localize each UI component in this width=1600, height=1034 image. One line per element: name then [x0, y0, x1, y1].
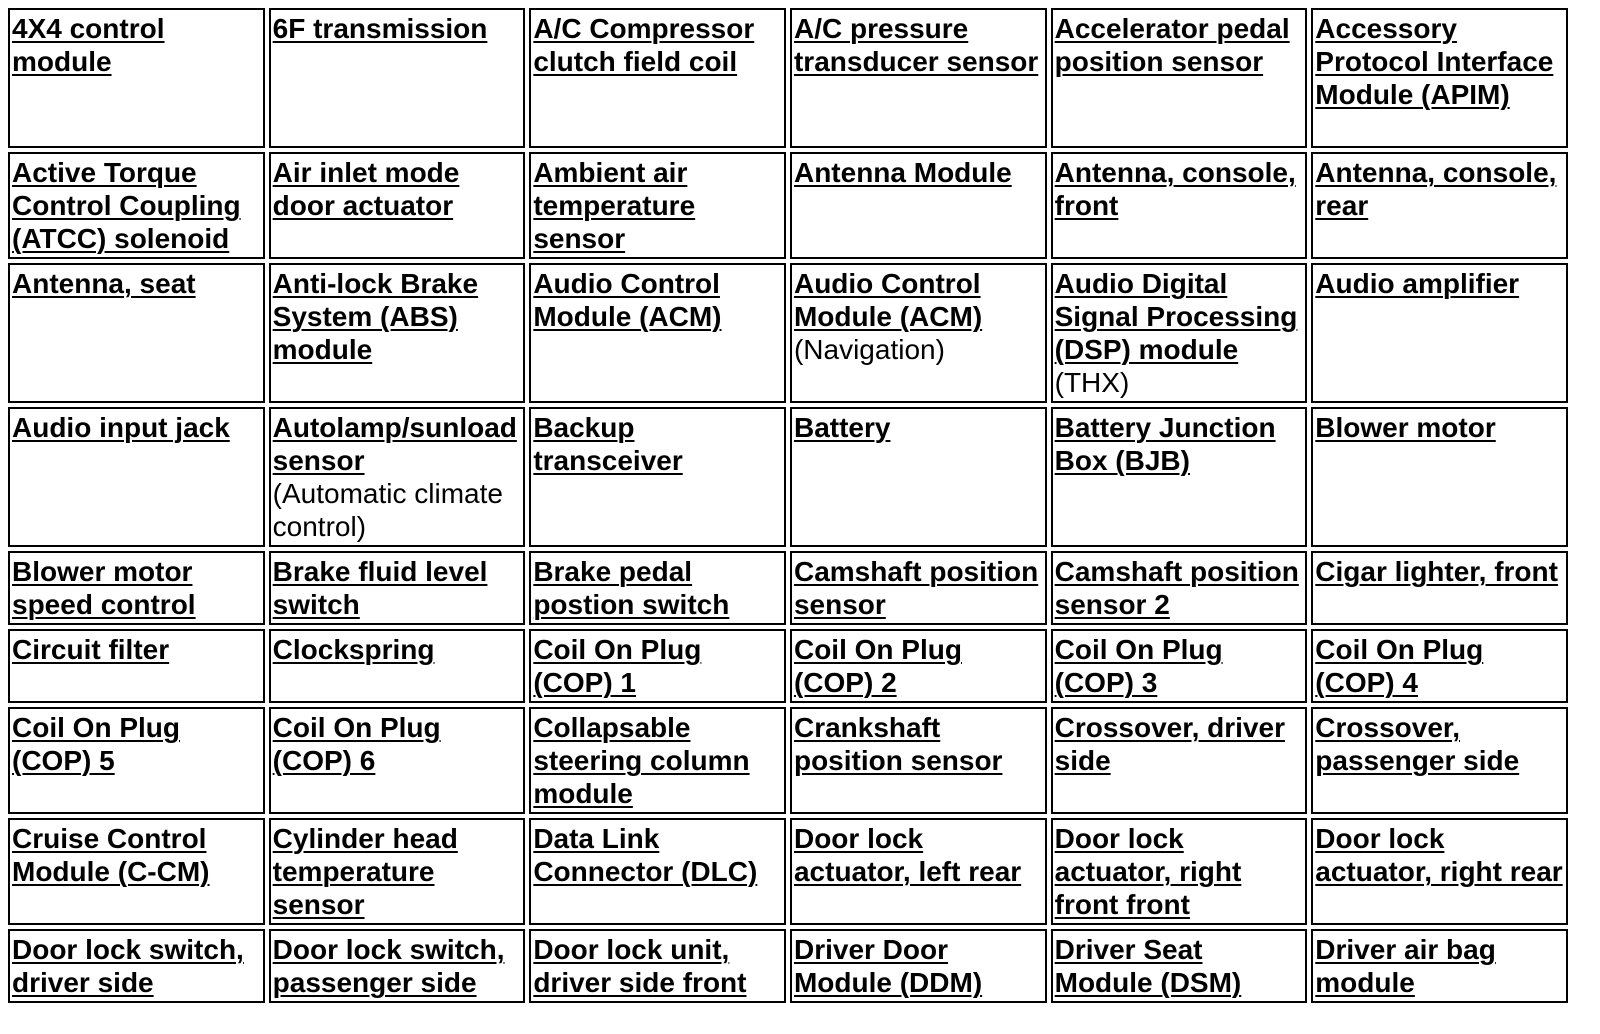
- component-index-table: [4, 4, 1572, 1007]
- table-cell: [8, 8, 265, 148]
- component-link[interactable]: A/C Compressor clutch field coil: [533, 13, 755, 77]
- table-row: [8, 263, 1568, 403]
- component-link[interactable]: Coil On Plug (COP) 3: [1054, 634, 1223, 698]
- table-cell: [529, 929, 786, 1003]
- component-link[interactable]: Audio Control Module (ACM): [793, 268, 983, 332]
- table-row: [8, 818, 1568, 925]
- component-link[interactable]: Crossover, passenger side: [1315, 712, 1520, 776]
- component-link[interactable]: 4X4 control module: [12, 13, 165, 77]
- table-cell: [790, 551, 1047, 625]
- table-cell: [1051, 263, 1308, 403]
- component-index-body: [8, 8, 1568, 1003]
- component-link[interactable]: Antenna, console, rear: [1315, 157, 1557, 221]
- table-cell: [790, 929, 1047, 1003]
- table-cell: [269, 407, 526, 547]
- component-link[interactable]: Crossover, driver side: [1054, 712, 1285, 776]
- table-cell: [529, 263, 786, 403]
- table-cell: [269, 551, 526, 625]
- table-cell: [1051, 707, 1308, 814]
- component-link[interactable]: A/C pressure transducer sensor: [793, 13, 1039, 77]
- table-cell: [8, 263, 265, 403]
- table-cell: [529, 407, 786, 547]
- table-cell: [1311, 407, 1568, 547]
- table-cell: [1311, 551, 1568, 625]
- table-cell: [8, 818, 265, 925]
- component-link[interactable]: 6F transmission: [272, 13, 488, 44]
- table-cell: [790, 629, 1047, 703]
- table-cell: [529, 818, 786, 925]
- component-link[interactable]: Antenna, seat: [12, 268, 196, 299]
- component-link[interactable]: Data Link Connector (DLC): [533, 823, 758, 887]
- table-row: [8, 707, 1568, 814]
- component-link[interactable]: Cigar lighter, front: [1315, 556, 1558, 587]
- component-link[interactable]: Audio input jack: [12, 412, 230, 443]
- table-cell: [8, 707, 265, 814]
- component-link[interactable]: Audio Control Module (ACM): [533, 268, 722, 332]
- component-note: (THX): [1054, 367, 1130, 398]
- table-cell: [790, 8, 1047, 148]
- component-link[interactable]: Backup transceiver: [533, 412, 683, 476]
- component-link[interactable]: Cruise Control Module (C-CM): [12, 823, 210, 887]
- table-cell: [8, 152, 265, 259]
- table-cell: [8, 407, 265, 547]
- component-link[interactable]: Camshaft position sensor: [793, 556, 1039, 620]
- component-link[interactable]: Accessory Protocol Interface Module (APIM): [1315, 13, 1554, 110]
- component-note: (Navigation): [793, 334, 945, 365]
- component-link[interactable]: Accelerator pedal position sensor: [1054, 13, 1290, 77]
- table-cell: [1051, 8, 1308, 148]
- component-link[interactable]: Ambient air temperature sensor: [533, 157, 696, 254]
- component-link[interactable]: Driver Seat Module (DSM): [1054, 934, 1242, 998]
- table-cell: [269, 629, 526, 703]
- component-link[interactable]: Battery: [793, 412, 891, 443]
- table-row: [8, 8, 1568, 148]
- table-cell: [8, 629, 265, 703]
- component-link[interactable]: Audio amplifier: [1315, 268, 1520, 299]
- table-cell: [269, 152, 526, 259]
- component-link[interactable]: Driver Door Module (DDM): [793, 934, 983, 998]
- table-cell: [529, 629, 786, 703]
- table-cell: [529, 8, 786, 148]
- component-link[interactable]: Coil On Plug (COP) 5: [12, 712, 180, 776]
- component-link[interactable]: Brake pedal postion switch: [533, 556, 730, 620]
- table-row: [8, 152, 1568, 259]
- component-link[interactable]: Camshaft position sensor 2: [1054, 556, 1299, 620]
- table-cell: [8, 929, 265, 1003]
- component-link[interactable]: Antenna, console, front: [1054, 157, 1296, 221]
- table-cell: [1051, 152, 1308, 259]
- table-cell: [1051, 407, 1308, 547]
- table-row: [8, 929, 1568, 1003]
- component-link[interactable]: Door lock unit, driver side front: [533, 934, 747, 998]
- table-cell: [1051, 551, 1308, 625]
- component-link[interactable]: Cylinder head temperature sensor: [272, 823, 458, 920]
- table-cell: [790, 152, 1047, 259]
- table-cell: [1311, 707, 1568, 814]
- table-cell: [790, 818, 1047, 925]
- component-link[interactable]: Antenna Module: [793, 157, 1012, 188]
- component-link[interactable]: Audio Digital Signal Processing (DSP) module: [1054, 268, 1298, 365]
- component-link[interactable]: Coil On Plug (COP) 6: [272, 712, 441, 776]
- component-link[interactable]: Door lock actuator, right rear: [1315, 823, 1563, 887]
- component-link[interactable]: Door lock actuator, right front front: [1054, 823, 1242, 920]
- table-cell: [1311, 263, 1568, 403]
- component-link[interactable]: Air inlet mode door actuator: [272, 157, 460, 221]
- table-cell: [1311, 929, 1568, 1003]
- table-cell: [269, 929, 526, 1003]
- component-note: (Automatic climate control): [272, 478, 503, 542]
- table-cell: [1051, 629, 1308, 703]
- component-link[interactable]: Driver air bag module: [1315, 934, 1496, 998]
- table-cell: [790, 407, 1047, 547]
- table-cell: [8, 551, 265, 625]
- table-cell: [529, 152, 786, 259]
- table-cell: [1051, 929, 1308, 1003]
- component-link[interactable]: Coil On Plug (COP) 1: [533, 634, 702, 698]
- component-link[interactable]: Brake fluid level switch: [272, 556, 488, 620]
- table-cell: [790, 263, 1047, 403]
- table-cell: [790, 707, 1047, 814]
- component-link[interactable]: Anti-lock Brake System (ABS) module: [272, 268, 479, 365]
- table-cell: [1051, 818, 1308, 925]
- component-link[interactable]: Autolamp/sunload sensor: [272, 412, 517, 476]
- component-link[interactable]: Door lock switch, driver side: [12, 934, 244, 998]
- component-link[interactable]: Door lock switch, passenger side: [272, 934, 505, 998]
- table-cell: [269, 8, 526, 148]
- table-row: [8, 551, 1568, 625]
- component-link[interactable]: Coil On Plug (COP) 2: [793, 634, 962, 698]
- component-link[interactable]: Circuit filter: [12, 634, 170, 665]
- table-cell: [1311, 8, 1568, 148]
- component-link[interactable]: Coil On Plug (COP) 4: [1315, 634, 1484, 698]
- component-link[interactable]: Clockspring: [272, 634, 435, 665]
- table-cell: [269, 818, 526, 925]
- component-link[interactable]: Crankshaft position sensor: [793, 712, 1003, 776]
- table-row: [8, 407, 1568, 547]
- table-cell: [529, 551, 786, 625]
- table-cell: [529, 707, 786, 814]
- table-cell: [1311, 818, 1568, 925]
- table-row: [8, 629, 1568, 703]
- component-link[interactable]: Blower motor: [1315, 412, 1496, 443]
- component-link[interactable]: Active Torque Control Coupling (ATCC) solenoid: [12, 157, 241, 254]
- table-cell: [1311, 629, 1568, 703]
- component-link[interactable]: Blower motor speed control: [12, 556, 196, 620]
- table-cell: [1311, 152, 1568, 259]
- table-cell: [269, 707, 526, 814]
- table-cell: [269, 263, 526, 403]
- component-link[interactable]: Door lock actuator, left rear: [793, 823, 1022, 887]
- component-link[interactable]: Battery Junction Box (BJB): [1054, 412, 1276, 476]
- component-link[interactable]: Collapsable steering column module: [533, 712, 750, 809]
